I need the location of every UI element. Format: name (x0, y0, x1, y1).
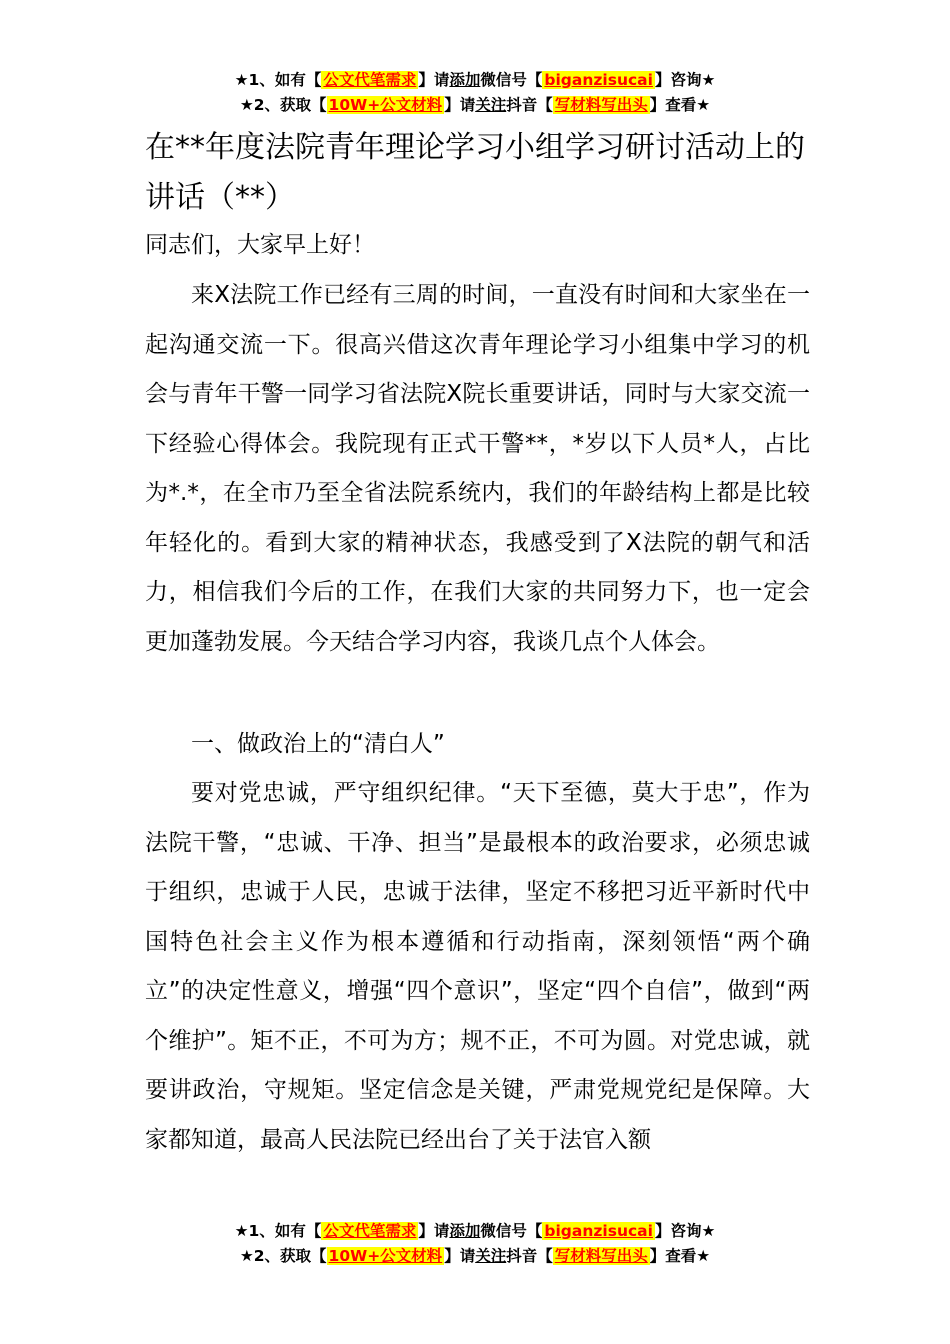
banner-text: 】请 (418, 1222, 450, 1240)
banner-line-2 (0, 1244, 950, 1269)
greeting: 同志们，大家早上好！ (145, 232, 375, 258)
document-title: 在**年度法院青年理论学习小组学习研讨活动上的讲话（**） (145, 130, 805, 215)
banner-line-2 (0, 93, 950, 118)
banner-highlight: 10W+公文材料 (328, 1247, 443, 1265)
paragraph-2: 要对党忠诚，严守组织纪律。“天下至德，莫大于忠”，作为法院干警，“忠诚、干净、担当”是最根本的政治要求，必须忠诚于组织，忠诚于人民，忠诚于法律，坚定不移把习近平新时代中国特色社会主义作为根本遵循和行动指南，深刻领悟“两个确立”的决定性意义，增强“四个意识”，坚定“四个自信”，做到“两个维护”。矩不正，不可为方；规不正，不可为圆。对党忠诚，就要讲政治，守规矩。坚定信念是关键，严肃党规党纪是保障。大家都知道，最高人民法院已经出台了关于法官入额 (145, 780, 810, 1153)
banner-text: 】咨询★ (654, 1222, 716, 1240)
section-heading-1: 一、做政治上的“清白人” (191, 731, 445, 757)
banner-underlined: 添加 (449, 1222, 481, 1240)
header-banner (0, 68, 950, 118)
banner-text: 】请 (444, 1247, 476, 1265)
banner-text: 】请 (444, 96, 476, 114)
banner-line-1 (0, 68, 950, 93)
banner-highlight: biganzisucai (544, 71, 653, 89)
banner-highlight: 10W+公文材料 (328, 96, 443, 114)
banner-underlined: 关注 (475, 96, 507, 114)
banner-highlight: 写材料写出头 (554, 1247, 648, 1265)
banner-text: ★2、获取【 (239, 96, 327, 114)
paragraph-1: 来X法院工作已经有三周的时间，一直没有时间和大家坐在一起沟通交流一下。很高兴借这次青年理论学习小组集中学习的机会与青年干警一同学习省法院X院长重要讲话，同时与大家交流一下经验心得体会。我院现有正式干警**，*岁以下人员*人，占比为*.*，在全市乃至全省法院系统内，我们的年龄结构上都是比较年轻化的。看到大家的精神状态，我感受到了X法院的朝气和活力，相信我们今后的工作，在我们大家的共同努力下，也一定会更加蓬勃发展。今天结合学习内容，我谈几点个人体会。 (145, 282, 810, 655)
banner-text: 】请 (418, 71, 450, 89)
banner-text: 抖音【 (506, 1247, 553, 1265)
footer-banner (0, 1219, 950, 1269)
banner-text: 微信号【 (480, 1222, 543, 1240)
banner-highlight: 公文代笔需求 (323, 71, 417, 89)
banner-text: 】查看★ (649, 1247, 711, 1265)
banner-line-1 (0, 1219, 950, 1244)
banner-text: 抖音【 (506, 96, 553, 114)
banner-underlined: 关注 (475, 1247, 507, 1265)
banner-text: 】咨询★ (654, 71, 716, 89)
banner-text: ★1、如有【 (234, 1222, 322, 1240)
banner-text: 】查看★ (649, 96, 711, 114)
banner-text: 微信号【 (480, 71, 543, 89)
banner-underlined: 添加 (449, 71, 481, 89)
banner-text: ★2、获取【 (239, 1247, 327, 1265)
banner-highlight: 写材料写出头 (554, 96, 648, 114)
banner-highlight: biganzisucai (544, 1222, 653, 1240)
banner-text: ★1、如有【 (234, 71, 322, 89)
banner-highlight: 公文代笔需求 (323, 1222, 417, 1240)
